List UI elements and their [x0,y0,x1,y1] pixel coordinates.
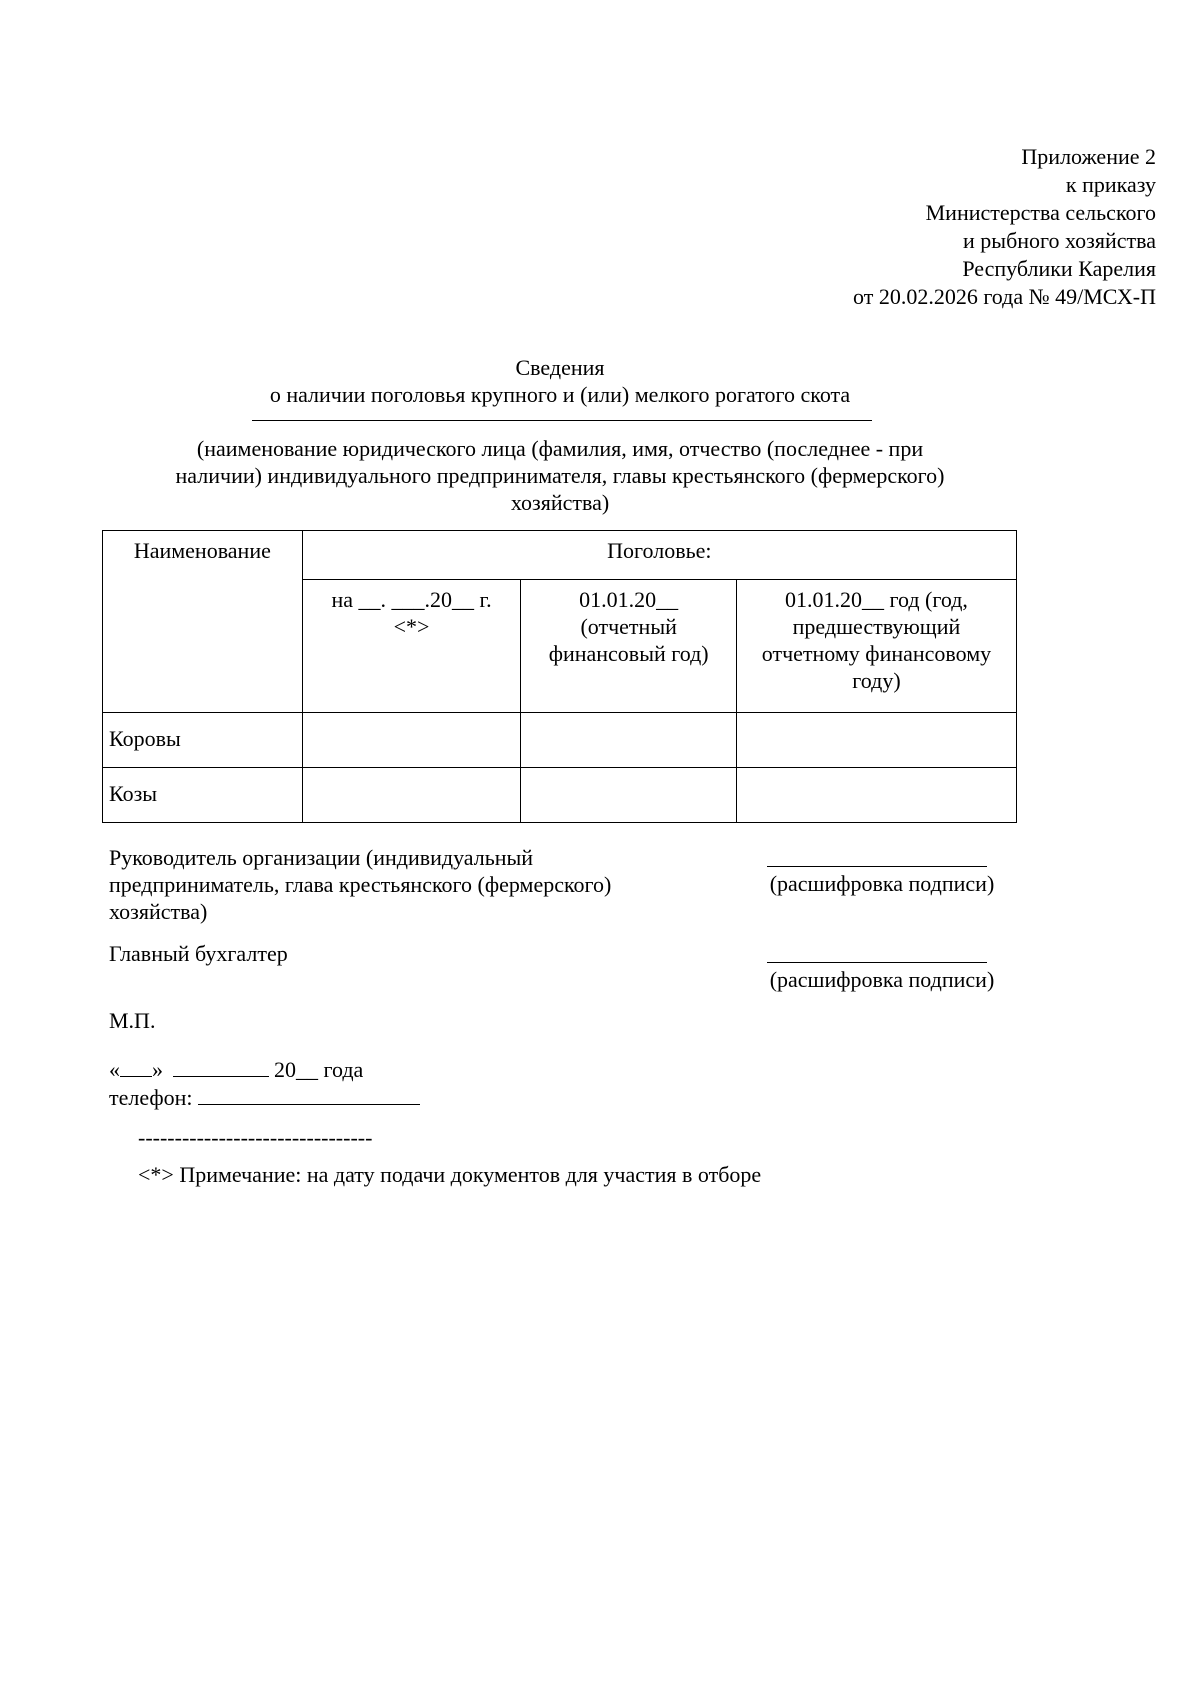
head-signature-line[interactable] [767,846,987,867]
table-cell-input[interactable] [736,768,1016,823]
table-cell-input[interactable] [521,768,737,823]
caption-line: наличии) индивидуального предпринимателя, главы крестьянского (фермерского) [175,463,945,488]
accountant-signature-line[interactable] [767,942,987,963]
col-a-header [302,580,521,713]
stamp-place-label: М.П. [109,1008,156,1033]
caption-line: (наименование юридического лица (фамилия, имя, отчество (последнее - при [196,436,924,461]
signature-label-line: хозяйства) [109,899,208,924]
subtitle-line: о наличии поголовья крупного и (или) мелкого рогатого скота [269,382,851,407]
document-title [100,354,1020,408]
head-signature-label [109,844,719,925]
col-a-note: <*> [393,614,430,639]
phone-field [109,1083,420,1111]
col-b-header-text: финансовый год) [548,641,709,666]
group-header [302,531,1016,580]
col-c-header-text: году) [852,668,901,693]
footnote-separator: -------------------------------- [138,1125,373,1150]
col-c-header [736,580,1016,713]
row-label: Коровы [103,713,303,768]
col-b-header [521,580,737,713]
head-signature-caption: (расшифровка подписи) [769,871,995,896]
accountant-signature-label: Главный бухгалтер [109,941,288,966]
header-line: Приложение 2 [1021,144,1156,169]
table-header-row [103,531,1017,580]
table-cell-input[interactable] [736,713,1016,768]
col-c-header-text: предшествующий [792,614,961,639]
month-blank[interactable] [173,1055,269,1077]
col-name-header [103,531,303,713]
phone-blank[interactable] [198,1083,420,1105]
phone-label: телефон: [109,1085,193,1110]
org-name-blank-line[interactable] [252,420,872,421]
appendix-header [853,143,1156,311]
org-name-caption [100,435,1020,516]
date-field [109,1055,363,1083]
col-b-header-text: (отчетный [580,614,677,639]
table-row [103,713,1017,768]
accountant-signature-caption: (расшифровка подписи) [769,967,995,992]
header-line: от 20.02.2026 года № 49/МСХ-П [853,284,1156,309]
row-label: Козы [103,768,303,823]
header-line: и рыбного хозяйства [963,228,1156,253]
table-row [103,768,1017,823]
signature-label-line: предприниматель, глава крестьянского (фермерского) [109,872,612,897]
quote-close: » [152,1057,163,1082]
group-header-text: Поголовье: [607,538,712,563]
title-line: Сведения [515,355,605,380]
livestock-table [102,530,1017,823]
header-line: Министерства сельского [925,200,1156,225]
caption-line: хозяйства) [510,490,610,515]
header-line: Республики Карелия [962,256,1156,281]
header-line: к приказу [1065,172,1156,197]
signature-label-line: Руководитель организации (индивидуальный [109,845,534,870]
col-c-header-text: 01.01.20__ год (год, [785,587,968,612]
table-cell-input[interactable] [302,768,521,823]
year-text: 20__ года [274,1057,364,1082]
quote-open: « [109,1057,120,1082]
table-cell-input[interactable] [521,713,737,768]
col-c-header-text: отчетному финансовому [761,641,992,666]
col-a-header-text: на __. ___.20__ г. [331,587,492,612]
footnote-text: <*> Примечание: на дату подачи документов для участия в отборе [138,1162,762,1187]
col-name-header-text: Наименование [133,538,271,563]
table-cell-input[interactable] [302,713,521,768]
col-b-header-text: 01.01.20__ [579,587,679,612]
day-blank[interactable] [120,1055,152,1077]
